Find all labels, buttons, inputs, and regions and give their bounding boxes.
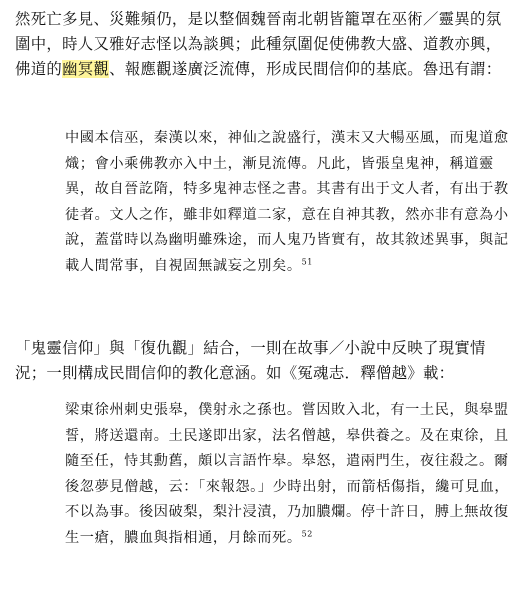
highlighted-term: 幽冥觀 [62, 60, 110, 78]
body-paragraph [15, 336, 517, 386]
paragraph-text: 「鬼靈信仰」與「復仇觀」結合，一則在故事／小說中反映了現實情況；一則構成民間信仰的教化意涵。如《冤魂志．釋僧越》載： [15, 339, 486, 382]
quote-text: 梁東徐州刺史張皋，僕射永之孫也。嘗因敗入北，有一土民，與皋盟誓，將送還南。土民遂即出家，法名僧越，皋供養之。及在東徐，且隨至任，恃其勳舊，頗以言語忤皋。皋怒，遣兩門生，夜往殺之。爾後忽夢見僧越，云：「來報怨。」少時出射，而箭栝傷指，纔可見血，不以為事。後因破梨，梨汁浸漬，乃加膿爛。停十許日，膊上無故復生一瘡，膿血與指相通，月餘而死。 [65, 402, 510, 546]
quote-text: 中國本信巫，秦漢以來，神仙之說盛行，漢末又大暢巫風，而鬼道愈熾；會小乘佛教亦入中土，漸見流傳。凡此，皆張皇鬼神，稱道靈異，故自晉訖隋，特多鬼神志怪之書。其書有出于文人者，有出于教徒者。文人之作，雖非如釋道二家，意在自神其教，然亦非有意為小說，蓋當時以為幽明雖殊途，而人鬼乃皆實有，故其敘述異事，與記載人間常事，自視固無誠妄之別矣。 [65, 130, 509, 274]
block-quote-yuanhunzhi [65, 398, 517, 551]
intro-text-before: 然死亡多見、災難頻仍，是以整個魏晉南北朝皆籠罩在巫術／靈異的氛圍中，時人又雅好志怪以為談興；此種氛圍促使佛教大盛、道教亦興，佛道的 [15, 10, 502, 78]
intro-paragraph [15, 7, 517, 82]
footnote-ref-52[interactable]: 52 [301, 528, 313, 538]
block-quote-lu-xun [65, 126, 517, 279]
footnote-ref-51[interactable]: 51 [301, 256, 313, 266]
intro-text-after: 、報應觀遂廣泛流傳，形成民間信仰的基底。魯迅有謂： [109, 60, 502, 78]
